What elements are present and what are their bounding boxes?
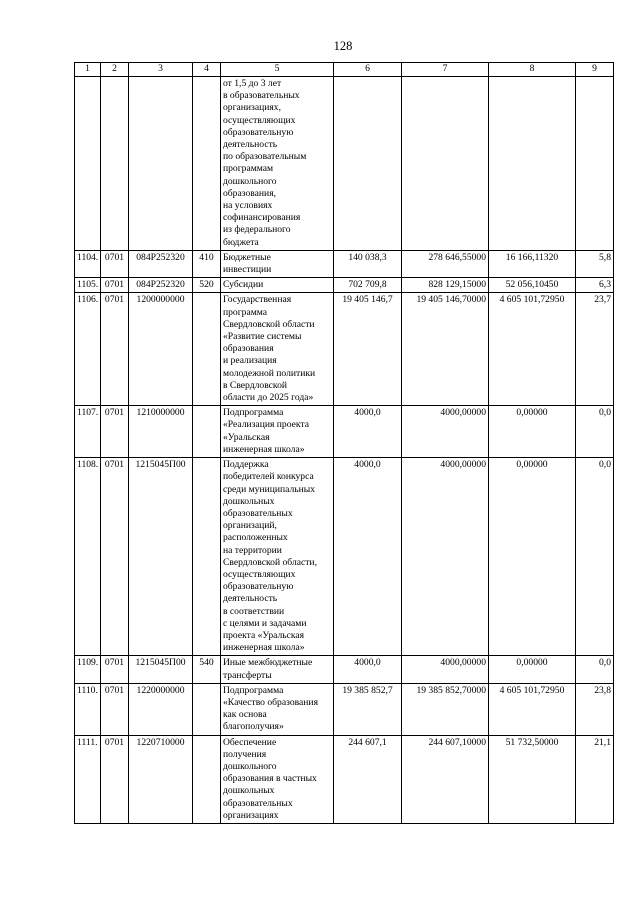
budget-allocation: 19 385 852,70000: [402, 683, 489, 735]
execution-percent: 23,8: [576, 683, 614, 735]
budget-allocation: 278 646,55000: [402, 250, 489, 277]
item-name: Государственная программа Свердловской области «Развитие системы образования и реализация молодежной политики в Свердловской области до 2025 года»: [221, 293, 334, 406]
item-name: Субсидии: [221, 278, 334, 293]
col-header-7: 7: [402, 63, 489, 77]
table-row: [75, 293, 614, 406]
page-number: 128: [333, 39, 353, 53]
item-name: Поддержка победителей конкурса среди муниципальных дошкольных образовательных организаций, расположенных на территории Свердловской области, осуществляющих образовательную деятельность в соответствии с целями и задачами проекта «Уральская инженерная школа»: [221, 458, 334, 656]
row-number: [75, 77, 101, 251]
item-name: Подпрограмма «Качество образования как основа благополучия»: [221, 683, 334, 735]
row-number: 1108.: [75, 458, 101, 656]
approved-amount: 244 607,1: [334, 735, 402, 823]
expense-type-code: [193, 735, 221, 823]
budget-allocation: 4000,00000: [402, 458, 489, 656]
section-code: 0701: [101, 278, 129, 293]
budget-allocation: 828 129,15000: [402, 278, 489, 293]
section-code: 0701: [101, 250, 129, 277]
approved-amount: 4000,0: [334, 406, 402, 458]
item-name: от 1,5 до 3 лет в образовательных организациях, осуществляющих образовательную деятельность по образовательным программам дошкольного образования, на условиях софинансирования из федерального бюджета: [221, 77, 334, 251]
execution-percent: 6,3: [576, 278, 614, 293]
expense-type-code: [193, 293, 221, 406]
row-number: 1111.: [75, 735, 101, 823]
section-code: 0701: [101, 656, 129, 683]
approved-amount: 4000,0: [334, 458, 402, 656]
executed-amount: 4 605 101,72950: [489, 293, 576, 406]
target-article-code: 1220710000: [129, 735, 193, 823]
section-code: 0701: [101, 683, 129, 735]
expense-type-code: [193, 458, 221, 656]
col-header-8: 8: [489, 63, 576, 77]
section-code: 0701: [101, 293, 129, 406]
target-article-code: 1210000000: [129, 406, 193, 458]
target-article-code: 1220000000: [129, 683, 193, 735]
col-header-2: 2: [101, 63, 129, 77]
target-article-code: 084P252320: [129, 250, 193, 277]
section-code: 0701: [101, 458, 129, 656]
row-number: 1105.: [75, 278, 101, 293]
table-row: [75, 278, 614, 293]
row-number: 1106.: [75, 293, 101, 406]
target-article-code: 1215045П00: [129, 656, 193, 683]
expense-type-code: [193, 406, 221, 458]
executed-amount: 4 605 101,72950: [489, 683, 576, 735]
expense-type-code: 520: [193, 278, 221, 293]
section-code: [101, 77, 129, 251]
table-row: [75, 683, 614, 735]
target-article-code: 084P252320: [129, 278, 193, 293]
executed-amount: 0,00000: [489, 458, 576, 656]
col-header-3: 3: [129, 63, 193, 77]
budget-allocation: 244 607,10000: [402, 735, 489, 823]
approved-amount: [334, 77, 402, 251]
row-number: 1107.: [75, 406, 101, 458]
budget-table: [74, 62, 614, 824]
section-code: 0701: [101, 406, 129, 458]
executed-amount: 0,00000: [489, 656, 576, 683]
expense-type-code: 540: [193, 656, 221, 683]
table-row: [75, 735, 614, 823]
budget-allocation: 4000,00000: [402, 406, 489, 458]
target-article-code: 1200000000: [129, 293, 193, 406]
execution-percent: [576, 77, 614, 251]
table-row: [75, 77, 614, 251]
col-header-4: 4: [193, 63, 221, 77]
row-number: 1109.: [75, 656, 101, 683]
execution-percent: 5,8: [576, 250, 614, 277]
budget-allocation: 19 405 146,70000: [402, 293, 489, 406]
execution-percent: 0,0: [576, 656, 614, 683]
row-number: 1110.: [75, 683, 101, 735]
header-row: [75, 63, 614, 77]
executed-amount: [489, 77, 576, 251]
col-header-9: 9: [576, 63, 614, 77]
col-header-5: 5: [221, 63, 334, 77]
approved-amount: 140 038,3: [334, 250, 402, 277]
row-number: 1104.: [75, 250, 101, 277]
item-name: Иные межбюджетные трансферты: [221, 656, 334, 683]
approved-amount: 702 709,8: [334, 278, 402, 293]
col-header-6: 6: [334, 63, 402, 77]
executed-amount: 51 732,50000: [489, 735, 576, 823]
item-name: Обеспечение получения дошкольного образования в частных дошкольных образовательных организациях: [221, 735, 334, 823]
table-row: [75, 250, 614, 277]
approved-amount: 4000,0: [334, 656, 402, 683]
approved-amount: 19 405 146,7: [334, 293, 402, 406]
executed-amount: 52 056,10450: [489, 278, 576, 293]
target-article-code: 1215045П00: [129, 458, 193, 656]
executed-amount: 0,00000: [489, 406, 576, 458]
execution-percent: 21,1: [576, 735, 614, 823]
table-row: [75, 458, 614, 656]
table-row: [75, 656, 614, 683]
executed-amount: 16 166,11320: [489, 250, 576, 277]
table-row: [75, 406, 614, 458]
expense-type-code: [193, 77, 221, 251]
execution-percent: 0,0: [576, 458, 614, 656]
budget-allocation: 4000,00000: [402, 656, 489, 683]
approved-amount: 19 385 852,7: [334, 683, 402, 735]
expense-type-code: 410: [193, 250, 221, 277]
col-header-1: 1: [75, 63, 101, 77]
target-article-code: [129, 77, 193, 251]
item-name: Подпрограмма «Реализация проекта «Уральская инженерная школа»: [221, 406, 334, 458]
execution-percent: 23,7: [576, 293, 614, 406]
execution-percent: 0,0: [576, 406, 614, 458]
item-name: Бюджетные инвестиции: [221, 250, 334, 277]
section-code: 0701: [101, 735, 129, 823]
expense-type-code: [193, 683, 221, 735]
budget-allocation: [402, 77, 489, 251]
